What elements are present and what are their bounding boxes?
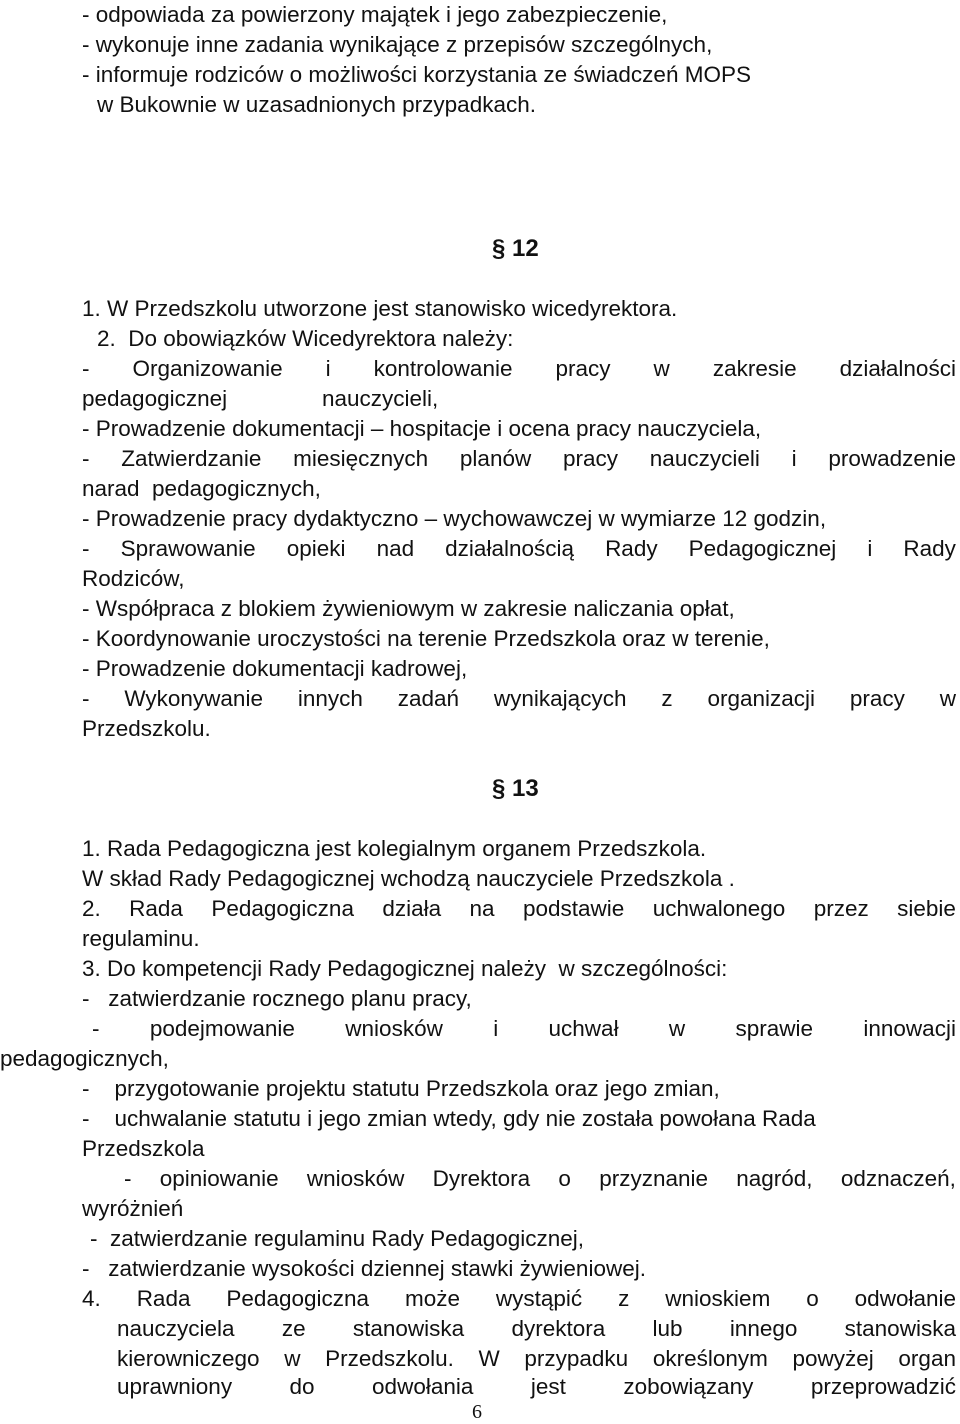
s13-competence-1: - zatwierdzanie rocznego planu pracy, bbox=[82, 986, 472, 1011]
word: uprawniony bbox=[117, 1374, 233, 1399]
word: zadań bbox=[397, 686, 460, 711]
s12-pedagogicznej-a: pedagogicznej bbox=[82, 386, 228, 411]
word: Rada bbox=[136, 1286, 191, 1311]
s13-point-4-line-2 bbox=[117, 1314, 956, 1344]
word: 2. bbox=[82, 896, 101, 921]
s13-competence-6: - zatwierdzanie regulaminu Rady Pedagogicznej, bbox=[90, 1226, 585, 1251]
word: powyżej bbox=[792, 1346, 874, 1371]
word: 4. bbox=[82, 1286, 101, 1311]
word: odznaczeń, bbox=[840, 1166, 956, 1191]
s12-wykonywanie-line bbox=[82, 684, 956, 714]
word: wynikających bbox=[493, 686, 627, 711]
s13-competence-2-line bbox=[92, 1014, 956, 1044]
s13-competence-7: - zatwierdzanie wysokości dziennej stawki żywieniowej. bbox=[82, 1256, 646, 1281]
word: ze bbox=[281, 1316, 306, 1341]
s13-point-2-line bbox=[82, 894, 956, 924]
word: z bbox=[661, 686, 673, 711]
word: Pedagogiczna bbox=[211, 896, 354, 921]
s12-sprawowanie-line bbox=[82, 534, 956, 564]
duty-line-4: w Bukownie w uzasadnionych przypadkach. bbox=[97, 92, 536, 117]
s13-point-4-line-4 bbox=[117, 1372, 956, 1402]
word: Zatwierdzanie bbox=[121, 446, 262, 471]
word: na bbox=[469, 896, 495, 921]
word: działa bbox=[382, 896, 442, 921]
word: pracy bbox=[849, 686, 905, 711]
s12-przedszkolu: Przedszkolu. bbox=[82, 716, 211, 741]
word: wnioskiem bbox=[665, 1286, 771, 1311]
word: przez bbox=[813, 896, 869, 921]
s13-competence-4b: Przedszkola bbox=[82, 1136, 205, 1161]
word: podstawie bbox=[522, 896, 625, 921]
word: Organizowanie bbox=[132, 356, 283, 381]
s12-rodzicow: Rodziców, bbox=[82, 566, 185, 591]
word: o bbox=[806, 1286, 819, 1311]
s13-point-4-line-3 bbox=[117, 1344, 956, 1374]
word: do bbox=[289, 1374, 315, 1399]
s13-competence-5-line bbox=[124, 1164, 956, 1194]
word: zobowiązany bbox=[623, 1374, 754, 1399]
word: innego bbox=[729, 1316, 798, 1341]
word: nauczycieli bbox=[649, 446, 760, 471]
word: odwołania bbox=[372, 1374, 474, 1399]
s12-point-1: 1. W Przedszkolu utworzone jest stanowisko wicedyrektora. bbox=[82, 296, 678, 321]
word: w bbox=[668, 1016, 686, 1041]
word: uchwalonego bbox=[652, 896, 786, 921]
word: Sprawowanie bbox=[120, 536, 256, 561]
s13-point-1b: W skład Rady Pedagogicznej wchodzą nauczyciele Przedszkola . bbox=[82, 866, 735, 891]
word: z bbox=[618, 1286, 630, 1311]
word: zakresie bbox=[712, 356, 797, 381]
word: w bbox=[939, 686, 956, 711]
word: w bbox=[653, 356, 670, 381]
word: opiniowanie bbox=[159, 1166, 279, 1191]
section-12-heading: § 12 bbox=[492, 235, 539, 262]
word: przypadku bbox=[524, 1346, 629, 1371]
word: Wykonywanie bbox=[124, 686, 263, 711]
duty-line-3: - informuje rodziców o możliwości korzystania ze świadczeń MOPS bbox=[82, 62, 751, 87]
word: i bbox=[867, 536, 873, 561]
word: o bbox=[558, 1166, 571, 1191]
word: siebie bbox=[897, 896, 956, 921]
word: Rady bbox=[605, 536, 658, 561]
s13-point-4-line-1 bbox=[82, 1284, 956, 1314]
word: prowadzenie bbox=[828, 446, 956, 471]
s12-wspolpraca: - Współpraca z blokiem żywieniowym w zakresie naliczania opłat, bbox=[82, 596, 735, 621]
word: W bbox=[478, 1346, 500, 1371]
word: działalnością bbox=[445, 536, 574, 561]
word: i bbox=[493, 1016, 499, 1041]
word: - bbox=[124, 1166, 132, 1191]
word: - bbox=[82, 536, 90, 561]
word: innych bbox=[297, 686, 363, 711]
s13-competence-3: - przygotowanie projektu statutu Przedszkola oraz jego zmian, bbox=[82, 1076, 720, 1101]
word: sprawie bbox=[735, 1016, 814, 1041]
word: lub bbox=[652, 1316, 683, 1341]
word: - bbox=[82, 446, 90, 471]
word: Dyrektora bbox=[432, 1166, 531, 1191]
s13-competence-5b: wyróżnień bbox=[82, 1196, 184, 1221]
s12-point-2: 2. Do obowiązków Wicedyrektora należy: bbox=[97, 326, 514, 351]
word: Rada bbox=[129, 896, 183, 921]
word: dyrektora bbox=[511, 1316, 606, 1341]
word: w bbox=[284, 1346, 301, 1371]
s13-competence-4: - uchwalanie statutu i jego zmian wtedy, gdy nie została powołana Rada bbox=[82, 1106, 816, 1131]
word: - bbox=[82, 356, 90, 381]
word: przyznanie bbox=[599, 1166, 708, 1191]
word: stanowiska bbox=[352, 1316, 465, 1341]
word: pracy bbox=[563, 446, 619, 471]
word: organizacji bbox=[707, 686, 815, 711]
word: innowacji bbox=[863, 1016, 956, 1041]
word: kierowniczego bbox=[117, 1346, 260, 1371]
word: organ bbox=[898, 1346, 956, 1371]
word: określonym bbox=[652, 1346, 768, 1371]
word: kontrolowanie bbox=[373, 356, 513, 381]
word: odwołanie bbox=[854, 1286, 956, 1311]
duty-line-2: - wykonuje inne zadania wynikające z przepisów szczególnych, bbox=[82, 32, 713, 57]
s12-prowadzenie-dok: - Prowadzenie dokumentacji – hospitacje i ocena pracy nauczyciela, bbox=[82, 416, 762, 441]
word: pracy bbox=[555, 356, 611, 381]
word: Przedszkolu. bbox=[325, 1346, 454, 1371]
word: stanowiska bbox=[844, 1316, 956, 1341]
word: Pedagogiczna bbox=[226, 1286, 370, 1311]
section-13-heading: § 13 bbox=[492, 775, 539, 802]
word: nauczyciela bbox=[117, 1316, 235, 1341]
word: planów bbox=[459, 446, 532, 471]
word: może bbox=[404, 1286, 460, 1311]
word: i bbox=[791, 446, 797, 471]
s13-point-2b: regulaminu. bbox=[82, 926, 200, 951]
word: działalności bbox=[839, 356, 956, 381]
s12-kadrowej: - Prowadzenie dokumentacji kadrowej, bbox=[82, 656, 468, 681]
s12-narad: narad pedagogicznych, bbox=[82, 476, 321, 501]
word: nad bbox=[376, 536, 415, 561]
page-number: 6 bbox=[472, 1401, 482, 1423]
word: - bbox=[82, 686, 90, 711]
s13-competence-2b: pedagogicznych, bbox=[0, 1046, 169, 1071]
s12-koordynowanie: - Koordynowanie uroczystości na terenie Przedszkola oraz w terenie, bbox=[82, 626, 770, 651]
word: Rady bbox=[903, 536, 956, 561]
word: podejmowanie bbox=[149, 1016, 295, 1041]
s13-point-3: 3. Do kompetencji Rady Pedagogicznej należy w szczególności: bbox=[82, 956, 728, 981]
s13-point-1: 1. Rada Pedagogiczna jest kolegialnym organem Przedszkola. bbox=[82, 836, 707, 861]
word: miesięcznych bbox=[293, 446, 429, 471]
word: przeprowadzić bbox=[810, 1374, 956, 1399]
word: uchwał bbox=[548, 1016, 619, 1041]
word: Pedagogicznej bbox=[688, 536, 837, 561]
s12-prowadzenie-pracy: - Prowadzenie pracy dydaktyczno – wychowawczej w wymiarze 12 godzin, bbox=[82, 506, 827, 531]
word: nagród, bbox=[736, 1166, 813, 1191]
word: jest bbox=[530, 1374, 566, 1399]
word: wniosków bbox=[306, 1166, 405, 1191]
word: - bbox=[92, 1016, 100, 1041]
duty-line-1: - odpowiada za powierzony majątek i jego zabezpieczenie, bbox=[82, 2, 668, 27]
word: i bbox=[325, 356, 331, 381]
word: wystąpić bbox=[495, 1286, 583, 1311]
word: opieki bbox=[286, 536, 346, 561]
s12-pedagogicznej-b: nauczycieli, bbox=[322, 386, 439, 411]
word: wniosków bbox=[345, 1016, 443, 1041]
s12-zatwierdzanie-line bbox=[82, 444, 956, 474]
s12-organizowanie-line bbox=[82, 354, 956, 384]
